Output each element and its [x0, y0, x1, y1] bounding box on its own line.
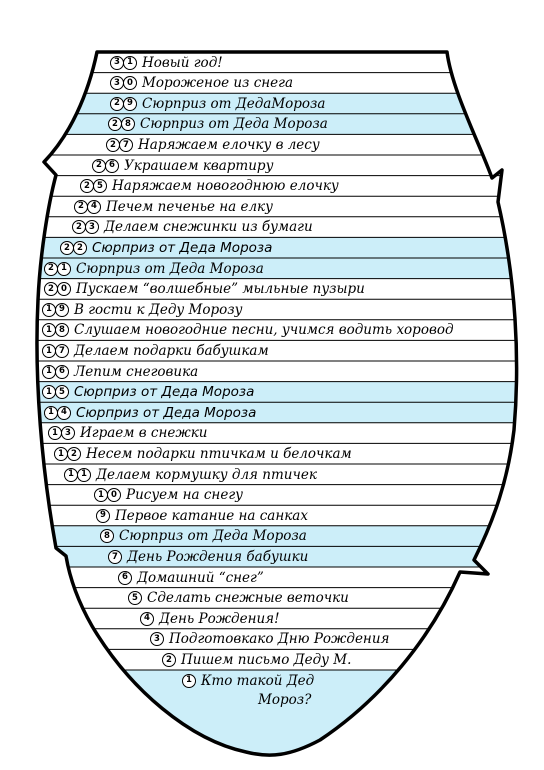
- circled-digit: 5: [128, 591, 142, 605]
- day-row: [108, 547, 308, 567]
- circled-digit: 8: [100, 529, 114, 543]
- day-number-badge: [94, 488, 120, 502]
- day-number-badge: [44, 406, 70, 420]
- circled-digit: 2: [67, 447, 81, 461]
- circled-digit: 1: [42, 303, 56, 317]
- circled-digit: 9: [55, 303, 69, 317]
- circled-digit: 3: [150, 632, 164, 646]
- circled-digit: 2: [80, 179, 94, 193]
- day-number-badge: [42, 303, 68, 317]
- day-number-badge: [108, 117, 134, 131]
- day-row: [128, 588, 349, 608]
- day-row: [140, 609, 280, 629]
- circled-digit: 1: [54, 447, 68, 461]
- circled-digit: 3: [85, 220, 99, 234]
- day-activity: Наряжаем новогоднюю елочку: [112, 178, 339, 195]
- day-number-badge: [42, 365, 68, 379]
- day-number-badge: [140, 612, 153, 626]
- circled-digit: 5: [93, 179, 107, 193]
- day-row: [64, 465, 317, 485]
- circled-digit: 0: [107, 488, 121, 502]
- day-row: [42, 341, 269, 361]
- day-activity: Делаем кормушку для птичек: [96, 466, 317, 483]
- day-activity: День Рождения!: [159, 610, 280, 627]
- circled-digit: 1: [123, 56, 137, 70]
- day-activity: Мороженое из снега: [142, 75, 294, 92]
- day-row: [182, 671, 314, 691]
- circled-digit: 2: [44, 262, 58, 276]
- day-number-badge: [100, 529, 113, 543]
- day-row: [110, 94, 325, 114]
- day-activity: Первое катание на санках: [115, 507, 308, 524]
- day-number-badge: [106, 138, 132, 152]
- circled-digit: 3: [61, 426, 75, 440]
- circled-digit: 1: [57, 262, 71, 276]
- circled-digit: 1: [42, 365, 56, 379]
- day-row: [110, 73, 293, 93]
- day-row: [60, 238, 272, 258]
- circled-digit: 6: [118, 571, 132, 585]
- day-activity: Кто такой Дед: [201, 672, 315, 689]
- day-activity: Несем подарки птичкам и белочкам: [86, 445, 352, 462]
- day-number-badge: [80, 179, 106, 193]
- day-activity: Пускаем “волшебные” мыльные пузыри: [76, 281, 365, 298]
- day-number-badge: [60, 241, 86, 255]
- day-row: [42, 320, 454, 340]
- day-activity: Печем печенье на елку: [106, 198, 273, 215]
- day-row: [150, 629, 389, 649]
- day-number-badge: [128, 591, 141, 605]
- circled-digit: 2: [162, 653, 176, 667]
- day-number-badge: [92, 159, 118, 173]
- day-activity: Сюрприз от Деда Мороза: [74, 384, 255, 401]
- day-row: [44, 259, 264, 279]
- day-row: [44, 279, 365, 299]
- circled-digit: 9: [123, 97, 137, 111]
- circled-digit: 1: [42, 323, 56, 337]
- circled-digit: 9: [96, 509, 110, 523]
- circled-digit: 2: [72, 220, 86, 234]
- day-activity-continuation: Мороз?: [258, 692, 312, 708]
- circled-digit: 1: [64, 468, 78, 482]
- day-activity: Сюрприз от Деда Мороза: [92, 239, 273, 256]
- circled-digit: 6: [55, 365, 69, 379]
- day-number-badge: [110, 76, 136, 90]
- circled-digit: 4: [57, 406, 71, 420]
- circled-digit: 7: [119, 138, 133, 152]
- day-activity: Играем в снежки: [80, 425, 208, 442]
- day-row: [118, 568, 264, 588]
- day-activity: Сюрприз от ДедаМороза: [142, 95, 326, 112]
- circled-digit: 4: [87, 200, 101, 214]
- day-number-badge: [72, 220, 98, 234]
- circled-digit: 2: [44, 282, 58, 296]
- circled-digit: 1: [48, 426, 62, 440]
- day-activity: Пишем письмо Деду М.: [181, 651, 352, 668]
- day-activity: Домашний “снег”: [137, 569, 264, 586]
- day-number-badge: [44, 262, 70, 276]
- day-number-badge: [182, 674, 195, 688]
- day-number-badge: [42, 323, 68, 337]
- day-row: [92, 156, 273, 176]
- day-row: [42, 300, 242, 320]
- day-number-badge: [110, 97, 136, 111]
- circled-digit: 2: [60, 241, 74, 255]
- day-activity: Сюрприз от Деда Мороза: [140, 116, 328, 133]
- day-number-badge: [44, 282, 70, 296]
- day-row: [108, 114, 328, 134]
- circled-digit: 8: [55, 323, 69, 337]
- day-row: [96, 506, 308, 526]
- circled-digit: 7: [108, 550, 122, 564]
- day-number-badge: [42, 344, 68, 358]
- circled-digit: 1: [182, 674, 196, 688]
- day-row: [100, 526, 307, 546]
- circled-digit: 1: [42, 344, 56, 358]
- day-activity: Сделать снежные веточки: [147, 590, 349, 607]
- circled-digit: 1: [42, 385, 56, 399]
- circled-digit: 6: [105, 159, 119, 173]
- circled-digit: 1: [77, 468, 91, 482]
- day-row: [42, 362, 198, 382]
- circled-digit: 2: [74, 200, 88, 214]
- day-row: [48, 423, 207, 443]
- circled-digit: 0: [57, 282, 71, 296]
- day-row: [44, 403, 256, 423]
- circled-digit: 3: [110, 56, 124, 70]
- circled-digit: 1: [94, 488, 108, 502]
- circled-digit: 4: [140, 612, 154, 626]
- circled-digit: 2: [106, 138, 120, 152]
- day-row: [54, 444, 352, 464]
- day-activity: Украшаем квартиру: [124, 157, 274, 174]
- day-number-badge: [54, 447, 80, 461]
- day-number-badge: [162, 653, 175, 667]
- circled-digit: 2: [110, 97, 124, 111]
- day-activity: Сюрприз от Деда Мороза: [119, 528, 307, 545]
- circled-digit: 8: [121, 117, 135, 131]
- day-row: [72, 217, 313, 237]
- day-number-badge: [64, 468, 90, 482]
- day-activity: Делаем снежинки из бумаги: [104, 219, 313, 236]
- circled-digit: 1: [44, 406, 58, 420]
- circled-digit: 7: [55, 344, 69, 358]
- circled-digit: 2: [92, 159, 106, 173]
- day-row: [94, 485, 243, 505]
- day-activity: Новый год!: [142, 54, 223, 71]
- day-row: [106, 135, 320, 155]
- day-row: [162, 650, 351, 670]
- day-number-badge: [42, 385, 68, 399]
- day-row: [42, 382, 254, 402]
- day-activity: Подготовкако Дню Рождения: [169, 631, 390, 648]
- day-activity: Сюрприз от Деда Мороза: [76, 260, 264, 277]
- day-number-badge: [110, 56, 136, 70]
- day-number-badge: [96, 509, 109, 523]
- day-number-badge: [74, 200, 100, 214]
- circled-digit: 2: [73, 241, 87, 255]
- day-activity: Наряжаем елочку в лесу: [138, 136, 320, 153]
- day-number-badge: [108, 550, 121, 564]
- day-activity: Делаем подарки бабушкам: [74, 342, 269, 359]
- circled-digit: 0: [123, 76, 137, 90]
- circled-digit: 2: [108, 117, 122, 131]
- circled-digit: 5: [55, 385, 69, 399]
- day-activity: Сюрприз от Деда Мороза: [76, 404, 257, 421]
- day-row: [80, 176, 339, 196]
- day-row: [110, 53, 223, 73]
- day-number-badge: [48, 426, 74, 440]
- day-activity: Лепим снеговика: [74, 363, 199, 380]
- day-activity: День Рождения бабушки: [127, 548, 309, 565]
- day-row: [74, 197, 273, 217]
- circled-digit: 3: [110, 76, 124, 90]
- day-activity: Рисуем на снегу: [126, 487, 243, 504]
- day-number-badge: [118, 571, 131, 585]
- day-activity: Слушаем новогодние песни, учимся водить хоровод: [74, 322, 454, 339]
- day-number-badge: [150, 632, 163, 646]
- day-activity: В гости к Деду Морозу: [74, 301, 243, 318]
